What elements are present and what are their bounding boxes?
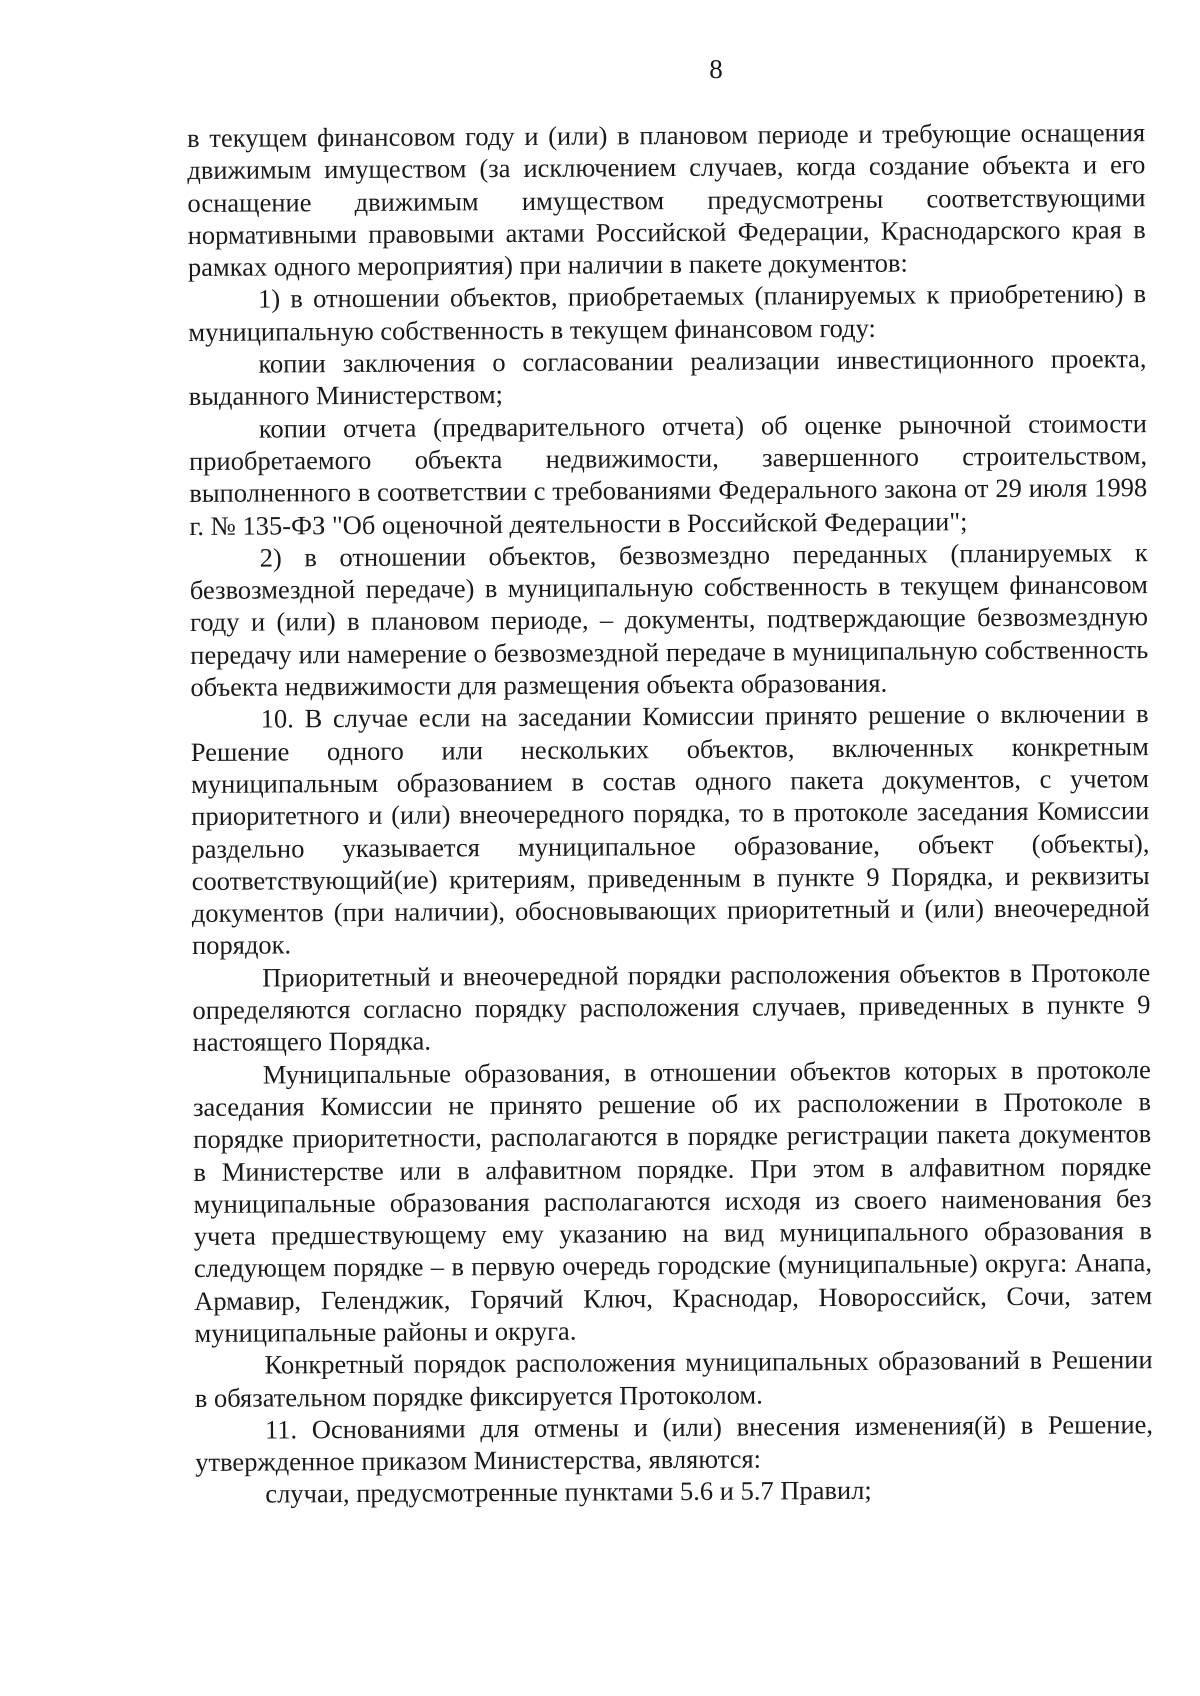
paragraph: копии отчета (предварительного отчета) об оценке рыночной стоимости приобретаемого объекта недвижимости, завершенного строительством, выполненного в соответствии с требованиями Федерального закона от 29 июля 1998 г. № 135-ФЗ "Об оценочной деятельности в Российской Федерации"; bbox=[188, 407, 1148, 541]
paragraph: Муниципальные образования, в отношении объектов которых в протоколе заседания Комиссии не принято решение об их расположении в Протоколе в порядке приоритетности, располагаются в порядке регистрации пакета документов в Министерстве или в алфавитном порядке. При этом в алфавитном порядке муниципальные образования располагаются исходя из своего наименования без учета предшествующему ему указанию на вид муниципального образования в следующем порядке – в первую очередь городские (муниципальные) округа: Анапа, Армавир, Геленджик, Горячий Ключ, Краснодар, Новороссийск, Сочи, затем муниципальные районы и округа. bbox=[192, 1053, 1153, 1348]
paragraph: Конкретный порядок расположения муниципальных образований в Решении в обязательном порядке фиксируется Протоколом. bbox=[194, 1344, 1153, 1413]
document-body bbox=[187, 116, 1153, 1511]
paragraph: случаи, предусмотренные пунктами 5.6 и 5.7 Правил; bbox=[265, 1475, 872, 1510]
paragraph: 2) в отношении объектов, безвозмездно переданных (планируемых к безвозмездной передаче) в муниципальную собственность в текущем финансовом году и (или) в плановом периоде, – документы, подтверждающие безвозмездную передачу или намерение о безвозмездной передаче в муниципальную собственность объекта недвижимости для размещения объекта образования. bbox=[189, 536, 1149, 703]
page-number: 8 bbox=[709, 54, 723, 84]
paragraph: копии заключения о согласовании реализации инвестиционного проекта, выданного Министерством; bbox=[188, 343, 1147, 412]
paragraph: 1) в отношении объектов, приобретаемых (планируемых к приобретению) в муниципальную собственность в текущем финансовом году: bbox=[188, 278, 1147, 347]
paragraph: 11. Основаниями для отмены и (или) внесения изменения(й) в Решение, утвержденное приказом Министерства, являются: bbox=[195, 1408, 1154, 1478]
paragraph: в текущем финансовом году и (или) в плановом периоде и требующие оснащения движимым имуществом (за исключением случаев, когда создание объекта и его оснащение движимым имуществом предусмотрены соответствующими нормативными правовыми актами Российской Федерации, Краснодарского края в рамках одного мероприятия) при наличии в пакете документов: bbox=[187, 117, 1146, 283]
paragraph: Приоритетный и внеочередной порядки расположения объектов в Протоколе определяются согласно порядку расположения случаев, приведенных в пункте 9 настоящего Порядка. bbox=[192, 956, 1151, 1058]
paragraph: 10. В случае если на заседании Комиссии принято решение о включении в Решение одного или нескольких объектов, включенных конкретным муниципальным образованием в состав одного пакета документов, с учетом приоритетного и (или) внеочередного порядка, то в протоколе заседания Комиссии раздельно указывается муниципальное образование, объект (объекты), соответствующий(ие) критериям, приведенным в пункте 9 Порядка, и реквизиты документов (при наличии), обосновывающих приоритетный и (или) внеочередной порядок. bbox=[190, 698, 1150, 961]
